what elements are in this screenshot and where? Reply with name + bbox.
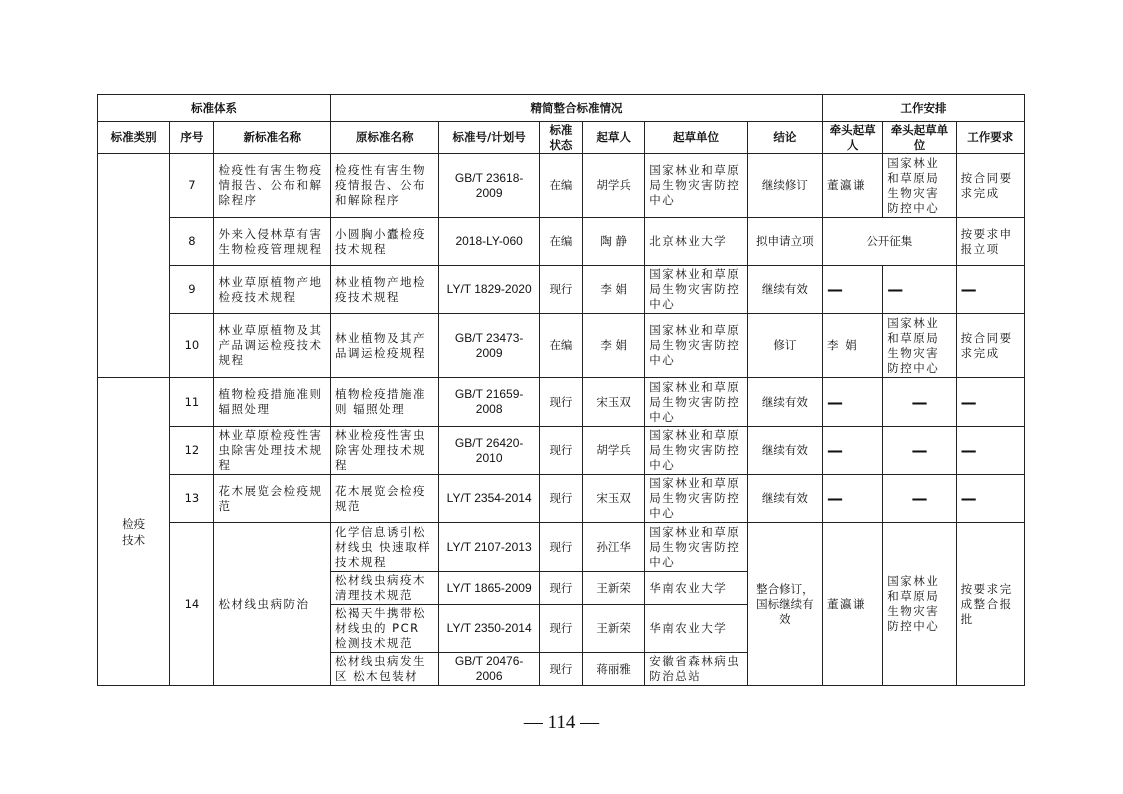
- cell-lead-unit: —: [883, 378, 956, 427]
- cell-unit: 国家林业和草原局生物灾害防控中心: [645, 427, 747, 475]
- cell-state: 现行: [539, 475, 582, 523]
- cell-orig-name: 松材线虫病发生区 松木包装材: [330, 653, 438, 686]
- cell-conclusion: 拟申请立项: [747, 218, 822, 266]
- cell-unit: 国家林业和草原局生物灾害防控中心: [645, 266, 747, 314]
- cell-lead-unit: —: [883, 266, 956, 314]
- cell-drafter: 陶 静: [583, 218, 645, 266]
- cell-unit: 国家林业和草原局生物灾害防控中心: [645, 475, 747, 523]
- cell-unit: 北京林业大学: [645, 218, 747, 266]
- cell-state: 在编: [539, 154, 582, 218]
- table-row: [98, 314, 1025, 378]
- header-drafter: 起草人: [583, 122, 645, 154]
- cell-requirement: —: [956, 475, 1024, 523]
- header-new-name: 新标准名称: [214, 122, 331, 154]
- cell-conclusion: 继续修订: [747, 154, 822, 218]
- cell-new-name: 林业草原植物及其产品调运检疫技术规程: [214, 314, 331, 378]
- cell-std-no: LY/T 2354-2014: [439, 475, 539, 523]
- column-header-row: [98, 122, 1025, 154]
- cell-requirement: 按合同要求完成: [956, 314, 1024, 378]
- cell-std-no: LY/T 1865-2009: [439, 572, 539, 605]
- cell-state: 现行: [539, 572, 582, 605]
- cell-seq: 9: [170, 266, 214, 314]
- header-orig-name: 原标准名称: [330, 122, 438, 154]
- cell-unit: 国家林业和草原局生物灾害防控中心: [645, 154, 747, 218]
- cell-unit: 国家林业和草原局生物灾害防控中心: [645, 314, 747, 378]
- cell-lead-drafter: 董瀛谦: [823, 154, 883, 218]
- cell-std-no: GB/T 21659-2008: [439, 378, 539, 427]
- cell-drafter: 胡学兵: [583, 427, 645, 475]
- cell-drafter: 宋玉双: [583, 378, 645, 427]
- table-row: [98, 218, 1025, 266]
- cell-lead-unit: 国家林业和草原局生物灾害防控中心: [883, 523, 956, 686]
- cell-state: 现行: [539, 605, 582, 653]
- cell-unit: 安徽省森林病虫防治总站: [645, 653, 747, 686]
- table-row: [98, 266, 1025, 314]
- cell-new-name: 松材线虫病防治: [214, 523, 331, 686]
- cell-drafter: 李 娟: [583, 314, 645, 378]
- cell-lead-unit: 国家林业和草原局生物灾害防控中心: [883, 154, 956, 218]
- header-std-no: 标准号/计划号: [439, 122, 539, 154]
- cell-seq: 14: [170, 523, 214, 686]
- cell-orig-name: 化学信息诱引松材线虫 快速取样技术规程: [330, 523, 438, 572]
- header-requirement: 工作要求: [956, 122, 1024, 154]
- cell-orig-name: 林业植物产地检疫技术规程: [330, 266, 438, 314]
- cell-conclusion: 继续有效: [747, 427, 822, 475]
- cell-requirement: —: [956, 266, 1024, 314]
- cell-seq: 10: [170, 314, 214, 378]
- cell-new-name: 植物检疫措施准则 辐照处理: [214, 378, 331, 427]
- header-conclusion: 结论: [747, 122, 822, 154]
- cell-std-no: GB/T 23618-2009: [439, 154, 539, 218]
- cell-new-name: 外来入侵林草有害生物检疫管理规程: [214, 218, 331, 266]
- cell-drafter: 李 娟: [583, 266, 645, 314]
- cell-std-no: 2018-LY-060: [439, 218, 539, 266]
- table-row: [98, 154, 1025, 218]
- cell-unit: 华南农业大学: [645, 605, 747, 653]
- cell-lead-merged: 公开征集: [823, 218, 957, 266]
- cell-std-no: GB/T 23473-2009: [439, 314, 539, 378]
- cell-orig-name: 林业检疫性害虫除害处理技术规程: [330, 427, 438, 475]
- category-label: 检疫技术: [122, 516, 146, 547]
- header-state: 标准状态: [539, 122, 582, 154]
- page-number: — 114 —: [523, 712, 600, 733]
- cell-conclusion: 继续有效: [747, 475, 822, 523]
- header-lead-unit: 牵头起草单位: [883, 122, 956, 154]
- group-header-row: [98, 95, 1025, 122]
- cell-state: 现行: [539, 427, 582, 475]
- category-cell: [98, 378, 170, 686]
- cell-unit: 国家林业和草原局生物灾害防控中心: [645, 378, 747, 427]
- cell-std-no: LY/T 2107-2013: [439, 523, 539, 572]
- cell-conclusion: 继续有效: [747, 266, 822, 314]
- cell-requirement: —: [956, 427, 1024, 475]
- cell-lead-unit: 国家林业和草原局生物灾害防控中心: [883, 314, 956, 378]
- cell-seq: 13: [170, 475, 214, 523]
- group-work-arrangement: 工作安排: [823, 95, 1025, 122]
- cell-lead-drafter: —: [823, 475, 883, 523]
- group-consolidation-status: 精简整合标准情况: [330, 95, 822, 122]
- cell-lead-drafter: 董瀛谦: [823, 523, 883, 686]
- cell-state: 现行: [539, 653, 582, 686]
- cell-orig-name: 植物检疫措施准则 辐照处理: [330, 378, 438, 427]
- cell-new-name: 林业草原植物产地检疫技术规程: [214, 266, 331, 314]
- cell-lead-unit: —: [883, 427, 956, 475]
- header-unit: 起草单位: [645, 122, 747, 154]
- cell-drafter: 孙江华: [583, 523, 645, 572]
- cell-seq: 7: [170, 154, 214, 218]
- cell-std-no: LY/T 1829-2020: [439, 266, 539, 314]
- cell-state: 在编: [539, 314, 582, 378]
- cell-orig-name: 小圆胸小蠹检疫技术规程: [330, 218, 438, 266]
- cell-lead-drafter: —: [823, 427, 883, 475]
- cell-requirement: 按合同要求完成: [956, 154, 1024, 218]
- header-seq: 序号: [170, 122, 214, 154]
- cell-lead-drafter: —: [823, 266, 883, 314]
- cell-orig-name: 花木展览会检疫规范: [330, 475, 438, 523]
- cell-unit: 国家林业和草原局生物灾害防控中心: [645, 523, 747, 572]
- cell-conclusion: 整合修订，国标继续有效: [747, 523, 822, 686]
- cell-orig-name: 林业植物及其产品调运检疫规程: [330, 314, 438, 378]
- cell-conclusion: 修订: [747, 314, 822, 378]
- cell-std-no: GB/T 20476-2006: [439, 653, 539, 686]
- cell-drafter: 蒋丽雅: [583, 653, 645, 686]
- table-row: [98, 523, 1025, 572]
- cell-state: 现行: [539, 266, 582, 314]
- cell-new-name: 检疫性有害生物疫情报告、公布和解除程序: [214, 154, 331, 218]
- cell-seq: 11: [170, 378, 214, 427]
- header-lead-drafter: 牵头起草人: [823, 122, 883, 154]
- cell-seq: 12: [170, 427, 214, 475]
- table-row: [98, 427, 1025, 475]
- cell-drafter: 宋玉双: [583, 475, 645, 523]
- cell-state: 在编: [539, 218, 582, 266]
- standards-table: [97, 94, 1025, 686]
- category-cell-blank: [98, 154, 170, 378]
- group-standard-system: 标准体系: [98, 95, 331, 122]
- table-row: [98, 475, 1025, 523]
- header-category: 标准类别: [98, 122, 170, 154]
- cell-lead-unit: —: [883, 475, 956, 523]
- cell-seq: 8: [170, 218, 214, 266]
- cell-drafter: 王新荣: [583, 605, 645, 653]
- cell-lead-drafter: —: [823, 378, 883, 427]
- cell-state: 现行: [539, 378, 582, 427]
- table-row: [98, 378, 1025, 427]
- cell-unit: 华南农业大学: [645, 572, 747, 605]
- cell-orig-name: 松材线虫病疫木清理技术规范: [330, 572, 438, 605]
- cell-new-name: 花木展览会检疫规范: [214, 475, 331, 523]
- cell-new-name: 林业草原检疫性害虫除害处理技术规程: [214, 427, 331, 475]
- cell-std-no: GB/T 26420-2010: [439, 427, 539, 475]
- cell-requirement: 按要求申报立项: [956, 218, 1024, 266]
- cell-std-no: LY/T 2350-2014: [439, 605, 539, 653]
- cell-lead-drafter: 李 娟: [823, 314, 883, 378]
- cell-drafter: 胡学兵: [583, 154, 645, 218]
- cell-state: 现行: [539, 523, 582, 572]
- cell-drafter: 王新荣: [583, 572, 645, 605]
- cell-requirement: —: [956, 378, 1024, 427]
- cell-requirement: 按要求完成整合报批: [956, 523, 1024, 686]
- cell-orig-name: 检疫性有害生物疫情报告、公布和解除程序: [330, 154, 438, 218]
- cell-orig-name: 松褐天牛携带松材线虫的 PCR 检测技术规范: [330, 605, 438, 653]
- cell-conclusion: 继续有效: [747, 378, 822, 427]
